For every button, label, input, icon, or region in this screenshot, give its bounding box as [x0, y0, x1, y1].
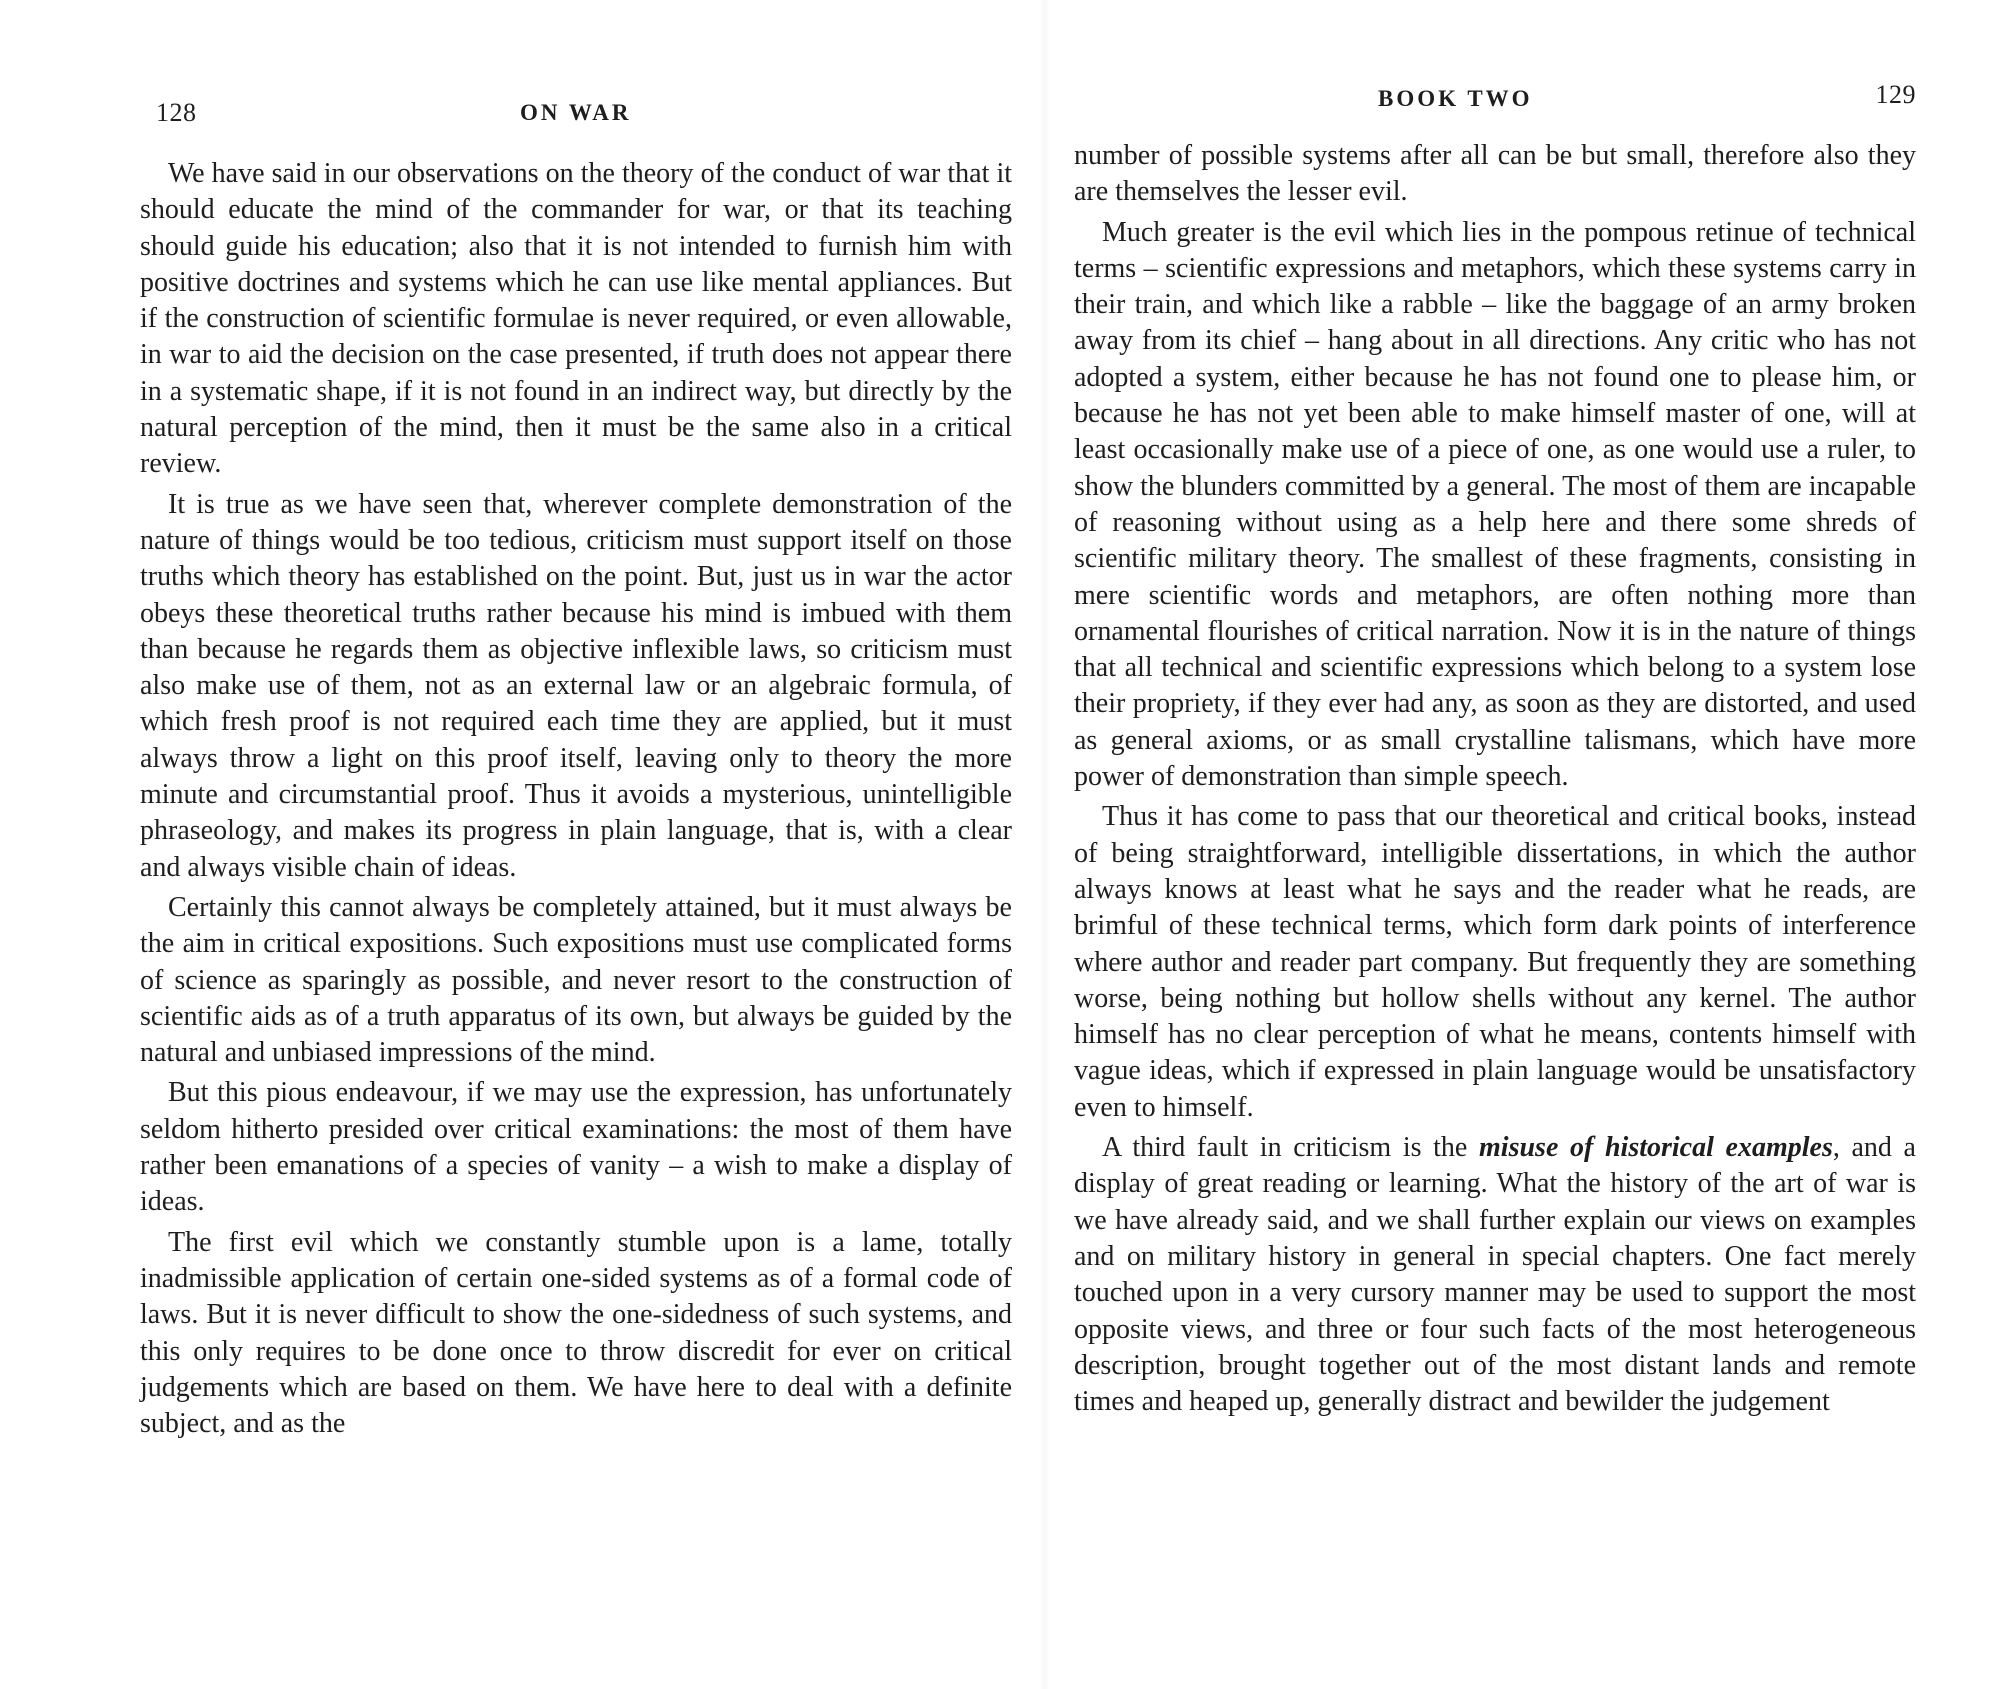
italic-emphasis: misuse of historical examples: [1479, 1132, 1833, 1164]
page-number-right: 129: [1875, 80, 1916, 109]
left-page: [140, 0, 1012, 1689]
paragraph: Thus it has come to pass that our theoretical and critical books, instead of being straightforward, intelligible dissertations, in which the author always knows at least what he says and the reader what he reads, are brimful of these technical terms, which form dark points of interference where author and reader part company. But frequently they are something worse, being nothing but hollow shells without any kernel. The author himself has no clear perception of what he means, contents himself with vague ideas, which if expressed in plain language would be unsatisfactory even to himself.: [1074, 801, 1916, 1123]
page-number-left: 128: [156, 98, 197, 127]
paragraph-text: , and a display of great reading or learning. What the history of the art of war is we have already said, and we shall further explain our views on examples and on military history in general in special chapters. One fact merely touched upon in a very cursory manner may be used to support the most opposite views, and three or four such facts of the most heterogeneous description, brought together out of the most distant lands and remote times and heaped up, generally distract and bewilder the judgement: [1074, 1132, 1916, 1418]
paragraph-historical-examples: [1074, 1130, 1916, 1420]
paragraph: It is true as we have seen that, wherever complete demonstration of the nature of things would be too tedious, criticism must support itself on those truths which theory has established on the point. But, just us in war the actor obeys these theoretical truths rather because his mind is imbued with them than because he regards them as objective inflexible laws, so criticism must also make use of them, not as an external law or an algebraic formula, of which fresh proof is not required each time they are applied, but it must always throw a light on this proof itself, leaving only to theory the more minute and circumstantial proof. Thus it avoids a mysterious, unintelligible phraseology, and makes its progress in plain language, that is, with a clear and always visible chain of ideas.: [140, 488, 1012, 883]
right-page: [1074, 0, 1916, 1689]
running-head-left: ON WAR: [520, 100, 632, 125]
paragraph: Much greater is the evil which lies in the pompous retinue of technical terms – scientific expressions and metaphors, which these systems carry in their train, and which like a rabble – like the baggage of an army broken away from its chief – hang about in all directions. Any critic who has not adopted a system, either because he has not found one to please him, or because he has not yet been able to make himself master of one, will at least occasionally make use of a piece of one, as one would use a ruler, to show the blunders committed by a general. The most of them are incapable of reasoning without using as a help here and there some shreds of scientific military theory. The smallest of these fragments, consisting in mere scientific words and metaphors, are often nothing more than ornamental flourishes of critical narration. Now it is in the nature of things that all technical and scientific expressions which belong to a system lose their propriety, if they ever had any, as soon as they are distorted, and used as general axioms, or as small crystalline talismans, which have more power of demonstration than simple speech.: [1074, 216, 1916, 793]
paragraph: But this pious endeavour, if we may use the expression, has unfortunately seldom hitherto presided over critical examinations: the most of them have rather been emanations of a species of vanity – a wish to make a display of ideas.: [140, 1077, 1012, 1218]
left-page-body: [140, 156, 1012, 1446]
right-page-body: [1074, 138, 1916, 1424]
gutter: [1040, 0, 1050, 1689]
paragraph-continued: number of possible systems after all can be but small, therefore also they are themselves the lesser evil.: [1074, 140, 1916, 208]
running-head-right: BOOK TWO: [1378, 86, 1533, 111]
paragraph-text: A third fault in criticism is the: [1102, 1132, 1480, 1164]
paragraph: We have said in our observations on the theory of the conduct of war that it should educate the mind of the commander for war, or that its teaching should guide his education; also that it is not intended to furnish him with positive doctrines and systems which he can use like mental appliances. But if the construction of scientific formulae is never required, or even allowable, in war to aid the decision on the case presented, if truth does not appear there in a systematic shape, if it is not found in an indirect way, but directly by the natural perception of the mind, then it must be the same also in a critical review.: [140, 158, 1012, 480]
paragraph: Certainly this cannot always be completely attained, but it must always be the aim in critical expositions. Such expositions must use complicated forms of science as sparingly as possible, and never resort to the construction of scientific aids as of a truth apparatus of its own, but always be guided by the natural and unbiased impressions of the mind.: [140, 891, 1012, 1069]
paragraph: The first evil which we constantly stumble upon is a lame, totally inadmissible application of certain one-sided systems as of a formal code of laws. But it is never difficult to show the one-sidedness of such systems, and this only requires to be done once to throw discredit for ever on critical judgements which are based on them. We have here to deal with a definite subject, and as the: [140, 1226, 1012, 1440]
